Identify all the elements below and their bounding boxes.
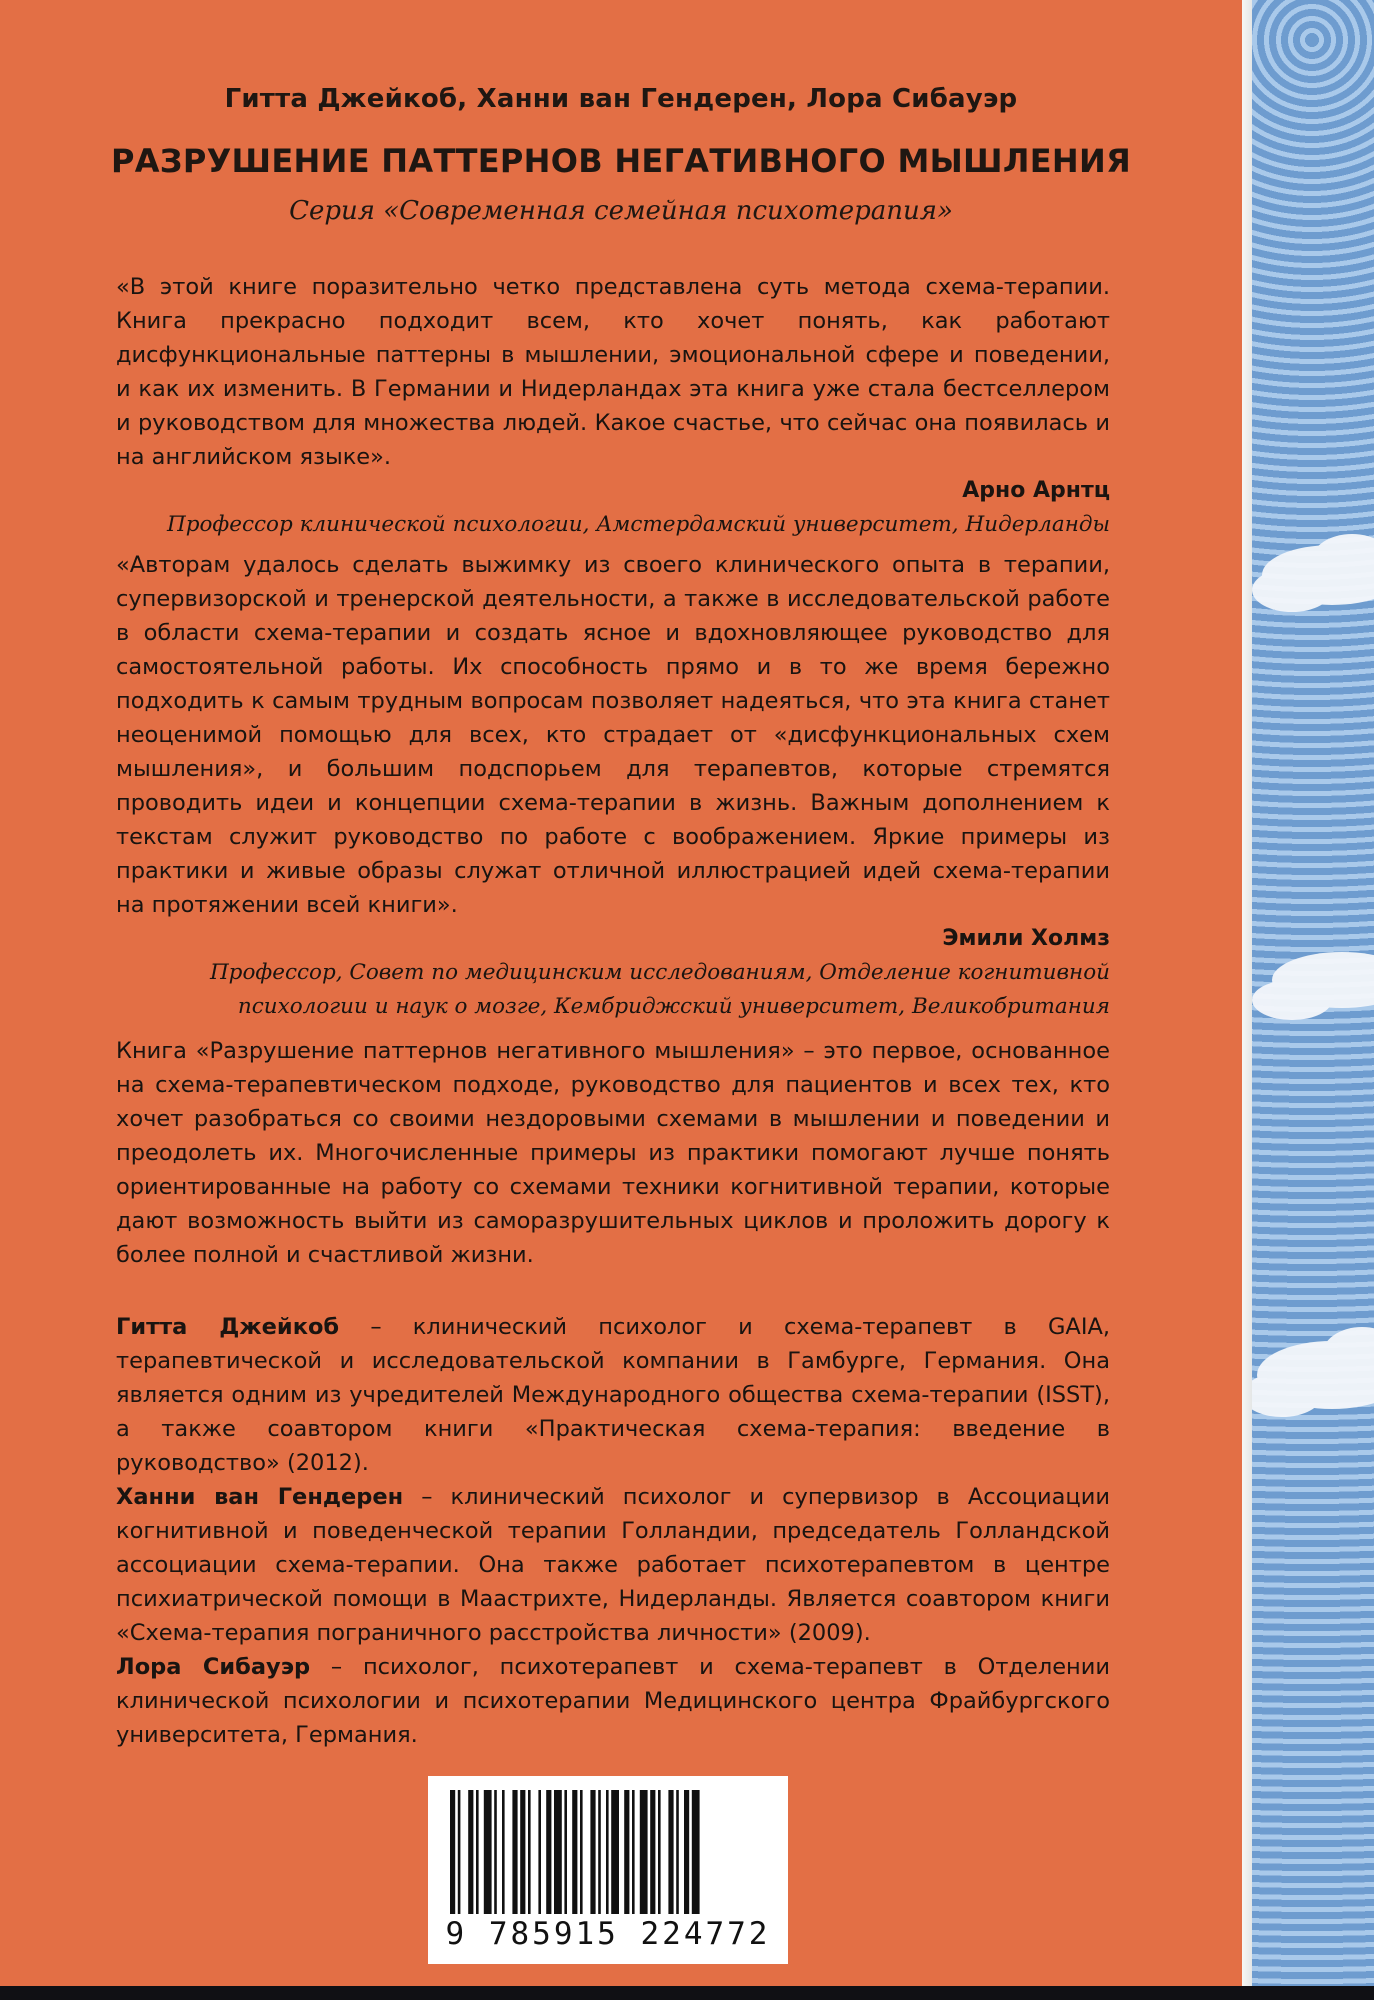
barcode-bar — [632, 1790, 635, 1914]
barcode-bar — [624, 1790, 629, 1914]
barcode-bar — [546, 1790, 551, 1914]
cloud-decoration — [1252, 0, 1374, 1986]
book-title: РАЗРУШЕНИЕ ПАТТЕРНОВ НЕГАТИВНОГО МЫШЛЕНИЯ — [110, 142, 1132, 180]
bio-seebauer-text: – психолог, психотерапевт и схема-терапевт в Отделении клинической психологии и психотерапии Медицинского центра Фрайбургского университета, Германия. — [116, 1654, 1110, 1748]
barcode-bar — [676, 1790, 679, 1914]
barcode-bar — [580, 1790, 583, 1914]
barcode-bar — [684, 1790, 689, 1914]
barcode-bar — [494, 1790, 497, 1914]
isbn-digits: 9 785915 224772 — [445, 1916, 771, 1952]
barcode-bar — [606, 1790, 609, 1914]
author-bios — [116, 1310, 1110, 1752]
bio-jacob-text: – клинический психолог и схема-терапевт в GAIA, терапевтической и исследовательской компании в Гамбурге, Германия. Она является одним из учредителей Международного общества схема-терапии (ISST), а также соавтором книги «Практическая схема-терапия: введение в руководство» (2012). — [116, 1314, 1110, 1476]
review-2-quote: «Авторам удалось сделать выжимку из своего клинического опыта в терапии, супервизорской и тренерской деятельности, а также в исследовательской работе в области схема-терапии и создать ясное и вдохновляющее руководство для самостоятельной работы. Их способность прямо и в то же время бережно подходить к самым трудным вопросам позволяет надеяться, что эта книга станет неоценимой помощью для всех, кто страдает от «дисфункциональных схем мышления», и большим подспорьем для терапевтов, которые стремятся проводить идеи и концепции схема-терапии в жизнь. Важным дополнением к текстам служит руководство по работе с воображением. Яркие примеры из практики и живые образы служат отличной иллюстрацией идей схема-терапии на протяжении всей книги». — [116, 552, 1110, 918]
barcode-bar — [502, 1790, 505, 1914]
review-1-author: Арно Арнтц — [962, 478, 1110, 503]
series-line: Серия «Современная семейная психотерапия» — [289, 196, 953, 226]
spine-edge — [1242, 0, 1252, 1986]
barcode-bar — [598, 1790, 601, 1914]
barcode-bar — [590, 1790, 595, 1914]
bio-seebauer-name: Лора Сибауэр — [116, 1654, 311, 1680]
barcode-bar — [450, 1790, 455, 1914]
isbn-barcode — [428, 1776, 788, 1964]
review-1-quote: «В этой книге поразительно четко представлена суть метода схема-терапии. Книга прекрасно подходит всем, кто хочет понять, как работают дисфункциональные паттерны в мышлении, эмоциональной сфере и поведении, и как их изменить. В Германии и Нидерландах эта книга уже стала бестселлером и руководством для множества людей. Какое счастье, что сейчас она появилась и на английском языке». — [116, 274, 1110, 470]
front-cover-edge — [1252, 0, 1374, 1986]
book-description — [116, 1034, 1110, 1272]
review-2-author: Эмили Холмз — [942, 926, 1110, 951]
barcode-bar — [658, 1790, 661, 1914]
description-text: Книга «Разрушение паттернов негативного мышления» – это первое, основанное на схема-терапевтическом подходе, руководство для пациентов и всех тех, кто хочет разобраться со своими нездоровыми схемами в мышлении и поведении и преодолеть их. Многочисленные примеры из практики помогают лучше понять ориентированные на работу со схемами техники когнитивной терапии, которые дают возможность выйти из саморазрушительных циклов и проложить дорогу к более полной и счастливой жизни. — [116, 1038, 1110, 1268]
barcode-bar — [640, 1790, 648, 1914]
review-1-affiliation: Профессор клинической психологии, Амстердамский университет, Нидерланды — [166, 512, 1110, 537]
bio-genderen-text: – клинический психолог и супервизор в Ассоциации когнитивной и поведенческой терапии Голландии, председатель Голландской ассоциации схема-терапии. Она также работает психотерапевтом в центре психиатрической помощи в Маастрихте, Нидерланды. Является соавтором книги «Схема-терапия пограничного расстройства личности» (2009). — [116, 1484, 1110, 1646]
barcode-bar — [520, 1790, 525, 1914]
review-2-affiliation: Профессор, Совет по медицинским исследованиям, Отделение когнитивной психологии и наук о мозге, Кембриджский университет, Великобритания — [209, 960, 1110, 1019]
barcode-bar — [512, 1790, 517, 1914]
review-2 — [116, 548, 1110, 1024]
barcode-bar — [484, 1790, 492, 1914]
barcode-bar — [650, 1790, 655, 1914]
barcode-bar — [528, 1790, 531, 1914]
barcode-bar — [538, 1790, 541, 1914]
barcode-bars — [450, 1790, 766, 1914]
barcode-bar — [554, 1790, 562, 1914]
barcode-bar — [572, 1790, 577, 1914]
review-1 — [116, 270, 1110, 542]
bio-genderen — [116, 1480, 1110, 1650]
bio-seebauer — [116, 1650, 1110, 1752]
barcode-bar — [668, 1790, 673, 1914]
barcode-bar — [564, 1790, 567, 1914]
barcode-bar — [611, 1790, 619, 1914]
bio-jacob-name: Гитта Джейкоб — [116, 1314, 340, 1340]
barcode-bar — [476, 1790, 479, 1914]
bio-jacob — [116, 1310, 1110, 1480]
bio-genderen-name: Ханни ван Гендерен — [116, 1484, 404, 1510]
barcode-bar — [468, 1790, 473, 1914]
barcode-bar — [692, 1790, 700, 1914]
barcode-bar — [458, 1790, 461, 1914]
authors-line: Гитта Джейкоб, Ханни ван Гендерен, Лора Сибауэр — [224, 84, 1018, 114]
